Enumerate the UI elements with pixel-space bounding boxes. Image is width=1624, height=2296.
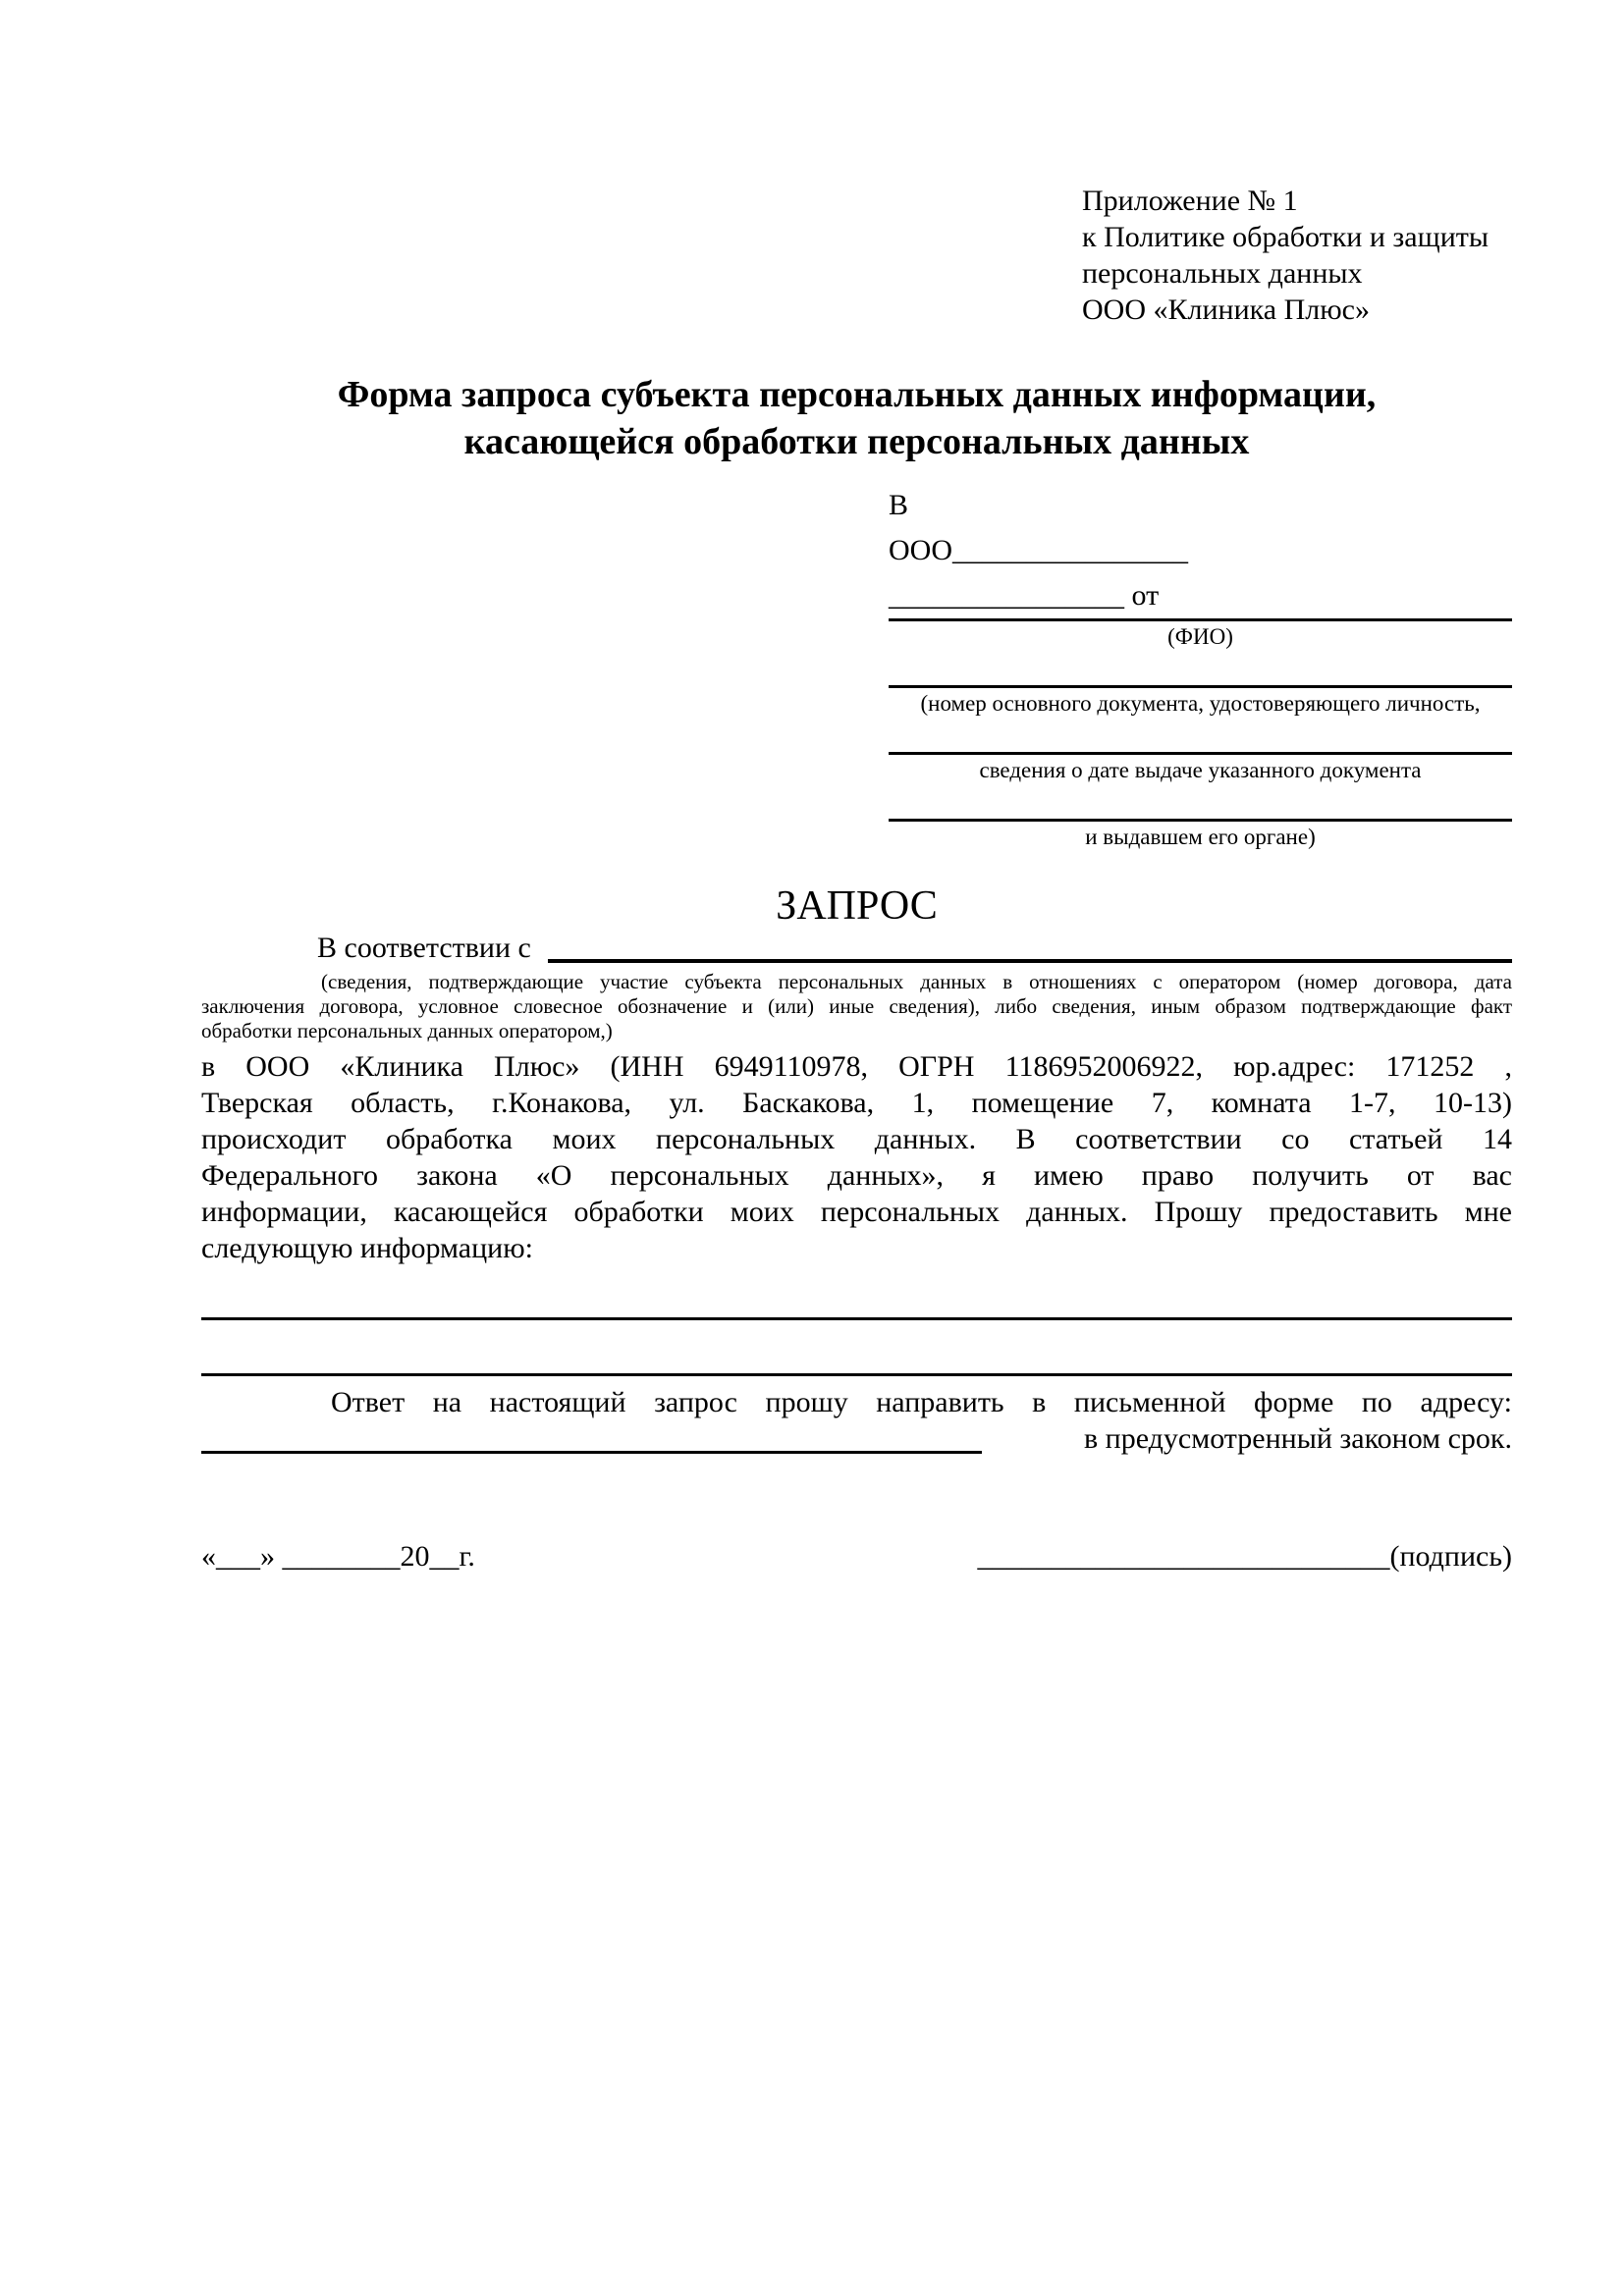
note-line: обработки персональных данных оператором,) <box>201 1019 613 1042</box>
note-line: заключения договора, условное словесное обозначение и (или) иные сведения), либо сведения, иным образом подтверждающие факт <box>201 994 1512 1018</box>
addressee-block <box>889 483 1512 850</box>
annex-block <box>1082 183 1489 328</box>
body-line: информации, касающейся обработки моих персональных данных. Прошу предоставить мне <box>201 1196 1512 1228</box>
reply-line: Ответ на настоящий запрос прошу направить в письменной форме по адресу: <box>331 1386 1512 1418</box>
doc-number-caption: (номер основного документа, удостоверяющего личность, <box>920 691 1481 716</box>
fio-blank-field <box>889 618 1512 650</box>
doc-issue-date-caption: сведения о дате выдаче указанного документа <box>979 758 1422 782</box>
intro-lead-text: В соответствии с <box>317 932 539 964</box>
signature-caption: (подпись) <box>1389 1540 1512 1573</box>
addressee-from-blank: ________________ от <box>889 579 1160 612</box>
intro-blank-line <box>548 959 1512 963</box>
doc-number-blank-field <box>889 685 1512 717</box>
addressee-ooo-blank: ООО________________ <box>889 534 1188 566</box>
note-block <box>201 970 1512 1043</box>
intro-line <box>201 929 1512 968</box>
title-line-1: Форма запроса субъекта персональных данных информации, <box>337 374 1377 415</box>
signoff-row <box>201 1537 1512 1576</box>
annex-line: ООО «Клиника Плюс» <box>1082 294 1370 326</box>
doc-issuer-blank-field <box>889 819 1512 850</box>
doc-issuer-caption: и выдавшем его органе) <box>1085 825 1316 849</box>
title-line-2: касающейся обработки персональных данных <box>463 421 1250 462</box>
body-line: в ООО «Клиника Плюс» (ИНН 6949110978, ОГРН 1186952006922, юр.адрес: 171252 , <box>201 1050 1512 1083</box>
annex-line: к Политике обработки и защиты <box>1082 221 1489 253</box>
reply-tail-text: в предусмотренный законом срок. <box>1084 1422 1512 1455</box>
reply-address-row <box>201 1420 1512 1457</box>
annex-line: персональных данных <box>1082 257 1363 290</box>
doc-issue-date-blank-field <box>889 752 1512 783</box>
document-title <box>201 371 1512 465</box>
info-blank-line-2 <box>201 1373 1512 1376</box>
note-line: (сведения, подтверждающие участие субъекта персональных данных в отношениях с оператором (номер договора, дата <box>321 970 1512 993</box>
body-line: происходит обработка моих персональных данных. В соответствии со статьей 14 <box>201 1123 1512 1155</box>
date-blank: «___» ________20__г. <box>201 1540 475 1573</box>
signature-area <box>977 1537 1512 1576</box>
addressee-to: В <box>889 489 909 521</box>
reply-address-blank-line <box>201 1451 982 1454</box>
annex-line: Приложение № 1 <box>1082 185 1298 217</box>
body-line: следующую информацию: <box>201 1232 533 1264</box>
info-blank-line-1 <box>201 1317 1512 1320</box>
fio-caption: (ФИО) <box>1167 624 1233 649</box>
body-line: Федерального закона «О персональных данных», я имею право получить от вас <box>201 1159 1512 1192</box>
body-paragraph <box>201 1048 1512 1266</box>
request-heading: ЗАПРОС <box>776 883 938 929</box>
body-line: Тверская область, г.Конакова, ул. Баскакова, 1, помещение 7, комната 1-7, 10-13) <box>201 1087 1512 1119</box>
signature-blank-line: ____________________________ <box>977 1540 1390 1573</box>
